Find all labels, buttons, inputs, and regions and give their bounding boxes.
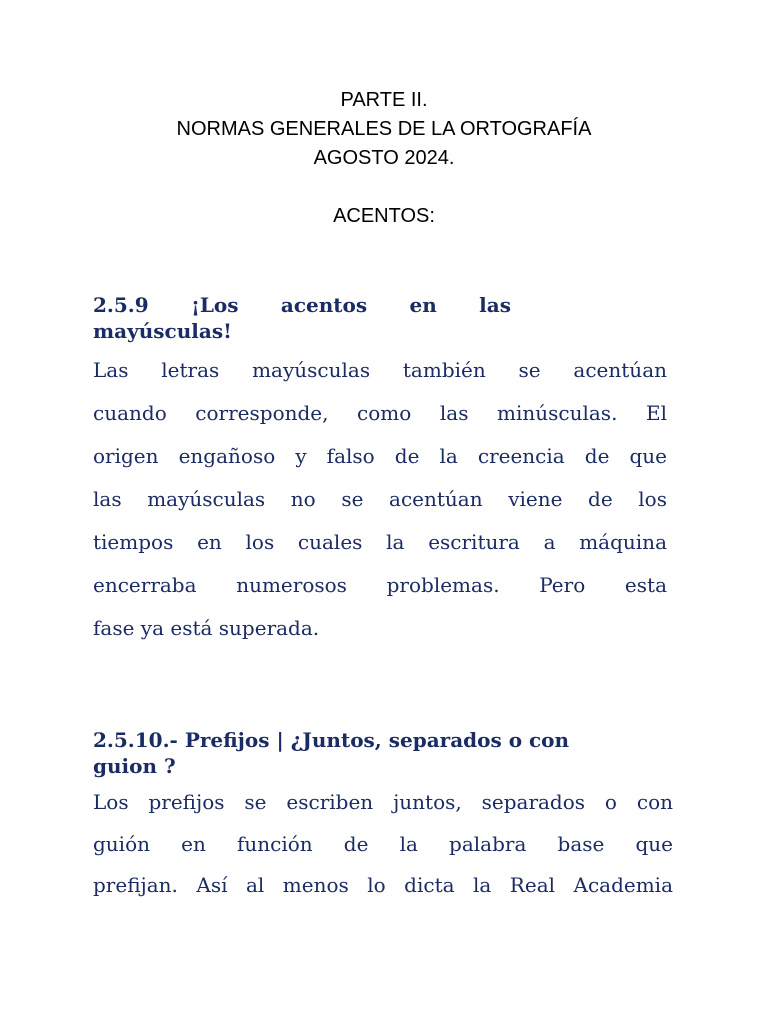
paragraph-line: Los prefijos se escriben juntos, separados o con xyxy=(93,790,673,814)
heading-line: guion ? xyxy=(93,754,176,778)
heading-line: 2.5.10.- Prefijos | ¿Juntos, separados o con xyxy=(93,728,570,752)
paragraph-acentos-mayusculas xyxy=(93,349,667,650)
paragraph-line: las mayúsculas no se acentúan viene de los xyxy=(93,487,667,511)
header-part: PARTE II. xyxy=(340,89,428,111)
paragraph-line: encerraba numerosos problemas. Pero esta xyxy=(93,573,667,597)
document-header xyxy=(0,86,768,173)
section-label: ACENTOS: xyxy=(333,205,435,227)
header-date: AGOSTO 2024. xyxy=(313,147,455,169)
paragraph-line: cuando corresponde, como las minúsculas. El xyxy=(93,401,667,425)
paragraph-line: prefijan. Así al menos lo dicta la Real Academia xyxy=(93,873,673,897)
header-title: NORMAS GENERALES DE LA ORTOGRAFÍA xyxy=(176,118,592,140)
paragraph-prefijos xyxy=(93,782,673,907)
paragraph-line: origen engañoso y falso de la creencia de que xyxy=(93,444,667,468)
paragraph-line: tiempos en los cuales la escritura a máquina xyxy=(93,530,667,554)
paragraph-line: fase ya está superada. xyxy=(93,616,320,640)
heading-line: mayúsculas! xyxy=(93,319,232,343)
section-heading-2-5-9 xyxy=(93,292,511,344)
paragraph-line: Las letras mayúsculas también se acentúan xyxy=(93,358,667,382)
section-heading-2-5-10 xyxy=(93,727,673,779)
heading-line: 2.5.9 ¡Los acentos en las xyxy=(93,293,511,317)
paragraph-line: guión en función de la palabra base que xyxy=(93,831,673,856)
